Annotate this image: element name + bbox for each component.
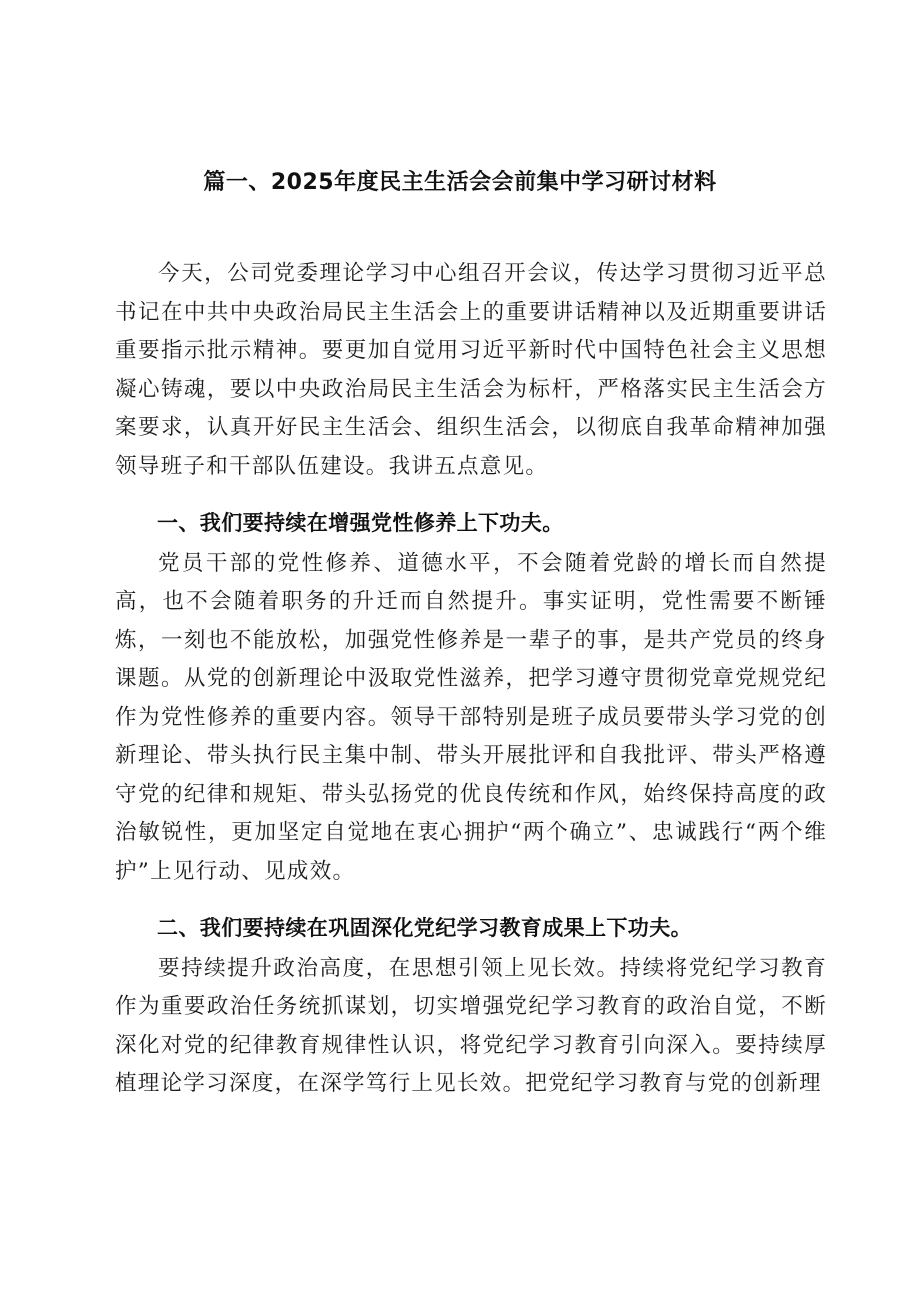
intro-paragraph: 今天，公司党委理论学习中心组召开会议，传达学习贯彻习近平总书记在中共中央政治局民主生活会上的重要讲话精神以及近期重要讲话重要指示批示精神。要更加自觉用习近平新时代中国特色社会主义思想凝心铸魂，要以中央政治局民主生活会为标杆，严格落实民主生活会方案要求，认真开好民主生活会、组织生活会，以彻底自我革命精神加强领导班子和干部队伍建设。我讲五点意见。 bbox=[115, 261, 827, 479]
section-heading-2: 二、我们要持续在巩固深化党纪学习教育成果上下功夫。 bbox=[157, 916, 692, 940]
section-paragraph-2: 要持续提升政治高度，在思想引领上见长效。持续将党纪学习教育作为重要政治任务统抓谋划，切实增强党纪学习教育的政治自觉，不断深化对党的纪律教育规律性认识，将党纪学习教育引向深入。要持续厚植理论学习深度，在深学笃行上见长效。把党纪学习教育与党的创新理 bbox=[115, 955, 827, 1096]
document-title: 篇一、2025年度民主生活会会前集中学习研讨材料 bbox=[203, 170, 717, 195]
document-body bbox=[115, 255, 827, 1104]
section-heading-1: 一、我们要持续在增强党性修养上下功夫。 bbox=[157, 511, 564, 535]
section-paragraph-1: 党员干部的党性修养、道德水平，不会随着党龄的增长而自然提高，也不会随着职务的升迁而自然提升。事实证明，党性需要不断锤炼，一刻也不能放松，加强党性修养是一辈子的事，是共产党员的终身课题。从党的创新理论中汲取党性滋养，把学习遵守贯彻党章党规党纪作为党性修养的重要内容。领导干部特别是班子成员要带头学习党的创新理论、带头执行民主集中制、带头开展批评和自我批评、带头严格遵守党的纪律和规矩、带头弘扬党的优良传统和作风，始终保持高度的政治敏锐性，更加坚定自觉地在衷心拥护“两个确立”、忠诚践行“两个维护”上见行动、见成效。 bbox=[115, 550, 827, 884]
